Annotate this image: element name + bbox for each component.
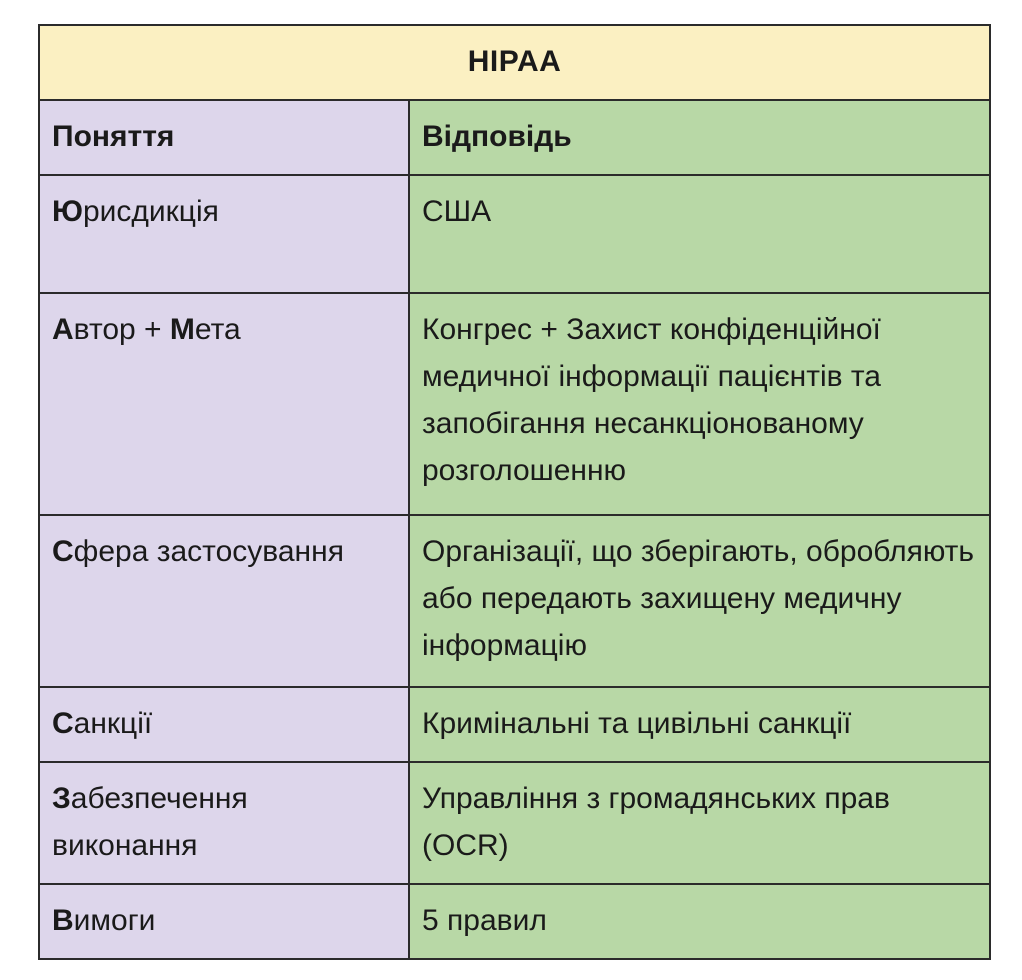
concept-initial: С: [52, 535, 74, 568]
concept-initial: В: [52, 904, 74, 937]
concept-cell: [39, 175, 409, 293]
answer-cell: Кримінальні та цивільні санкції: [409, 687, 990, 762]
concept-initial: Ю: [52, 195, 83, 228]
concept-cell: [39, 515, 409, 687]
concept-cell: [39, 884, 409, 959]
title-row: [39, 25, 990, 100]
concept-initial: С: [52, 707, 74, 740]
answer-cell: США: [409, 175, 990, 293]
table-row: [39, 293, 990, 515]
concept-cell: [39, 762, 409, 884]
answer-cell: Організації, що зберігають, обробляють або передають захищену медичну інформацію: [409, 515, 990, 687]
concept-rest: абезпечення виконання: [52, 782, 248, 862]
table-row: [39, 884, 990, 959]
table-row: [39, 515, 990, 687]
concept-initial: А: [52, 313, 74, 346]
table-row: [39, 762, 990, 884]
header-row: [39, 100, 990, 175]
hipaa-table: [38, 24, 991, 960]
concept-initial-2: М: [169, 313, 195, 346]
concept-cell: [39, 687, 409, 762]
concept-cell: [39, 293, 409, 515]
concept-rest: втор +: [73, 313, 170, 346]
concept-rest: анкції: [73, 707, 153, 740]
answer-cell: Конгрес + Захист конфіденційної медичної інформації пацієнтів та запобігання несанкціонованому розголошенню: [409, 293, 990, 515]
concept-initial: З: [52, 782, 71, 815]
answer-cell: 5 правил: [409, 884, 990, 959]
table-title: HIPAA: [39, 25, 990, 100]
header-answer: Відповідь: [409, 100, 990, 175]
concept-rest: фера застосування: [73, 535, 344, 568]
concept-rest: рисдикція: [82, 195, 219, 228]
concept-rest: имоги: [73, 904, 156, 937]
header-concept: Поняття: [39, 100, 409, 175]
answer-cell: Управління з громадянських прав (OCR): [409, 762, 990, 884]
concept-rest-2: ета: [194, 313, 241, 346]
table-row: [39, 175, 990, 293]
table-row: [39, 687, 990, 762]
